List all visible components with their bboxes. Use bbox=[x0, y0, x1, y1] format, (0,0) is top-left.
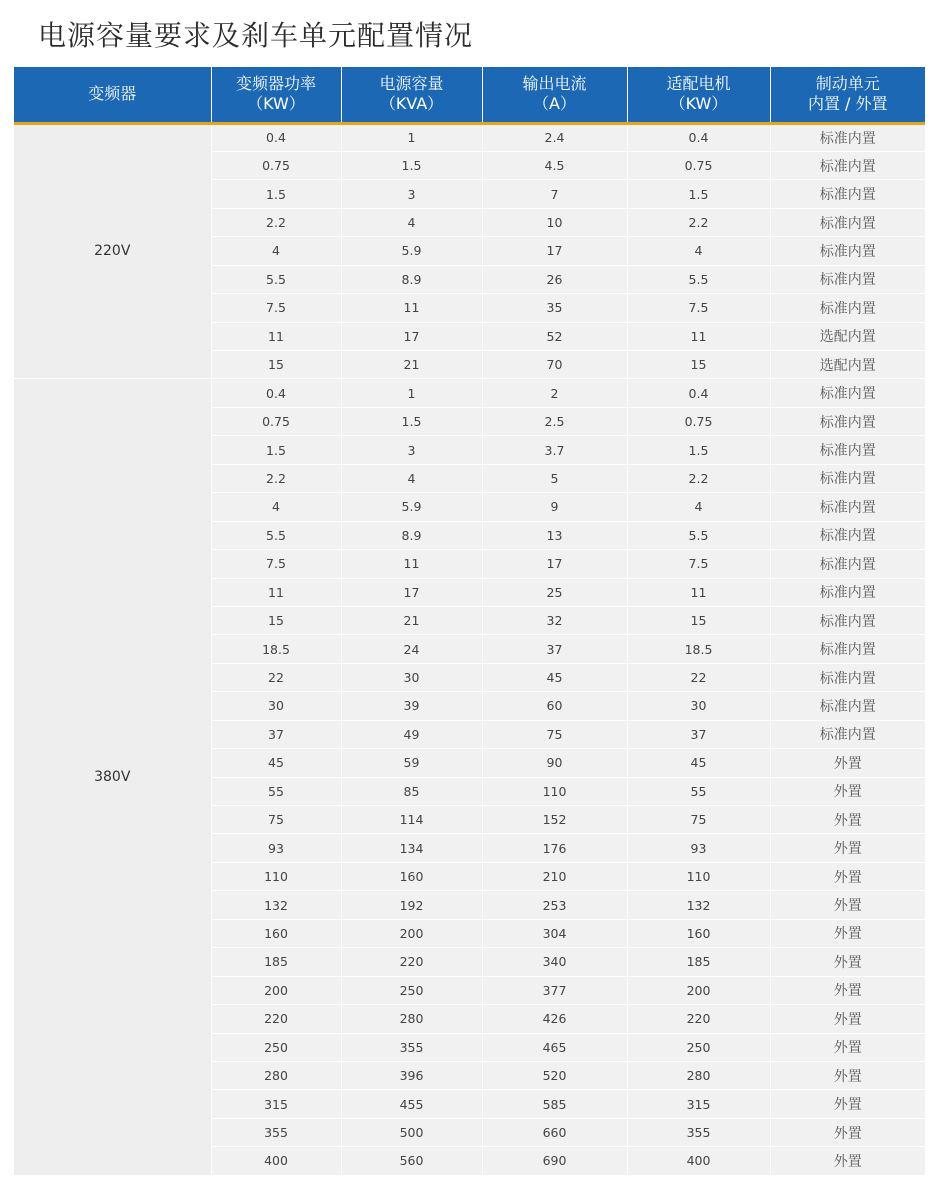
motor-power-cell: 4 bbox=[627, 493, 770, 521]
brake-config-cell: 标准内置 bbox=[770, 606, 925, 634]
motor-power-cell: 7.5 bbox=[627, 550, 770, 578]
output-current-cell: 585 bbox=[482, 1090, 627, 1118]
power-capacity-cell: 3 bbox=[341, 180, 482, 208]
motor-power-cell: 220 bbox=[627, 1005, 770, 1033]
header-inverter bbox=[14, 67, 211, 123]
table-row bbox=[14, 123, 925, 151]
output-current-cell: 90 bbox=[482, 749, 627, 777]
brake-config-cell: 标准内置 bbox=[770, 550, 925, 578]
brake-config-cell: 标准内置 bbox=[770, 493, 925, 521]
brake-config-cell: 外置 bbox=[770, 834, 925, 862]
output-current-cell: 37 bbox=[482, 635, 627, 663]
output-current-cell: 10 bbox=[482, 208, 627, 236]
motor-power-cell: 2.2 bbox=[627, 464, 770, 492]
header-output-current-label: 输出电流 bbox=[522, 74, 587, 94]
power-capacity-cell: 21 bbox=[341, 606, 482, 634]
motor-power-cell: 93 bbox=[627, 834, 770, 862]
header-power-capacity-label: 电源容量 bbox=[379, 74, 444, 94]
brake-config-cell: 标准内置 bbox=[770, 720, 925, 748]
motor-power-cell: 5.5 bbox=[627, 521, 770, 549]
motor-power-cell: 160 bbox=[627, 919, 770, 947]
output-current-cell: 60 bbox=[482, 692, 627, 720]
motor-power-cell: 1.5 bbox=[627, 180, 770, 208]
output-current-cell: 35 bbox=[482, 294, 627, 322]
power-capacity-cell: 250 bbox=[341, 976, 482, 1004]
power-capacity-cell: 4 bbox=[341, 208, 482, 236]
motor-power-cell: 280 bbox=[627, 1061, 770, 1089]
inverter-power-cell: 400 bbox=[211, 1147, 341, 1175]
page-title: 电源容量要求及刹车单元配置情况 bbox=[38, 19, 474, 52]
inverter-power-cell: 2.2 bbox=[211, 208, 341, 236]
output-current-cell: 5 bbox=[482, 464, 627, 492]
output-current-cell: 52 bbox=[482, 322, 627, 350]
output-current-cell: 304 bbox=[482, 919, 627, 947]
header-motor bbox=[627, 67, 770, 123]
brake-config-cell: 外置 bbox=[770, 1118, 925, 1146]
power-capacity-cell: 17 bbox=[341, 578, 482, 606]
power-capacity-cell: 396 bbox=[341, 1061, 482, 1089]
inverter-power-cell: 0.75 bbox=[211, 151, 341, 179]
header-power-capacity bbox=[341, 67, 482, 123]
table-body bbox=[14, 123, 925, 1175]
output-current-cell: 152 bbox=[482, 806, 627, 834]
brake-config-cell: 标准内置 bbox=[770, 436, 925, 464]
motor-power-cell: 18.5 bbox=[627, 635, 770, 663]
brake-config-cell: 标准内置 bbox=[770, 521, 925, 549]
power-capacity-cell: 1 bbox=[341, 379, 482, 407]
brake-config-cell: 标准内置 bbox=[770, 379, 925, 407]
brake-config-cell: 外置 bbox=[770, 976, 925, 1004]
power-capacity-cell: 11 bbox=[341, 294, 482, 322]
voltage-cell: 380V bbox=[14, 379, 211, 1175]
header-motor-unit: （KW） bbox=[669, 94, 728, 114]
output-current-cell: 520 bbox=[482, 1061, 627, 1089]
power-capacity-cell: 39 bbox=[341, 692, 482, 720]
output-current-cell: 13 bbox=[482, 521, 627, 549]
power-capacity-cell: 8.9 bbox=[341, 265, 482, 293]
motor-power-cell: 200 bbox=[627, 976, 770, 1004]
inverter-power-cell: 250 bbox=[211, 1033, 341, 1061]
motor-power-cell: 15 bbox=[627, 351, 770, 379]
brake-config-cell: 标准内置 bbox=[770, 663, 925, 691]
inverter-power-cell: 110 bbox=[211, 862, 341, 890]
inverter-power-cell: 5.5 bbox=[211, 521, 341, 549]
inverter-power-cell: 185 bbox=[211, 948, 341, 976]
power-capacity-cell: 355 bbox=[341, 1033, 482, 1061]
spec-table bbox=[14, 67, 925, 1176]
inverter-power-cell: 18.5 bbox=[211, 635, 341, 663]
motor-power-cell: 37 bbox=[627, 720, 770, 748]
brake-config-cell: 外置 bbox=[770, 777, 925, 805]
header-inverter-power-label: 变频器功率 bbox=[235, 74, 316, 94]
output-current-cell: 4.5 bbox=[482, 151, 627, 179]
motor-power-cell: 315 bbox=[627, 1090, 770, 1118]
inverter-power-cell: 0.4 bbox=[211, 123, 341, 151]
brake-config-cell: 外置 bbox=[770, 1061, 925, 1089]
header-brake-unit bbox=[770, 67, 925, 123]
inverter-power-cell: 55 bbox=[211, 777, 341, 805]
brake-config-cell: 标准内置 bbox=[770, 407, 925, 435]
motor-power-cell: 0.75 bbox=[627, 151, 770, 179]
inverter-power-cell: 5.5 bbox=[211, 265, 341, 293]
power-capacity-cell: 134 bbox=[341, 834, 482, 862]
power-capacity-cell: 280 bbox=[341, 1005, 482, 1033]
motor-power-cell: 1.5 bbox=[627, 436, 770, 464]
output-current-cell: 9 bbox=[482, 493, 627, 521]
motor-power-cell: 30 bbox=[627, 692, 770, 720]
header-brake-unit-sub: 内置 / 外置 bbox=[807, 94, 888, 114]
brake-config-cell: 标准内置 bbox=[770, 294, 925, 322]
motor-power-cell: 15 bbox=[627, 606, 770, 634]
brake-config-cell: 选配内置 bbox=[770, 351, 925, 379]
motor-power-cell: 11 bbox=[627, 322, 770, 350]
motor-power-cell: 400 bbox=[627, 1147, 770, 1175]
output-current-cell: 2.4 bbox=[482, 123, 627, 151]
output-current-cell: 17 bbox=[482, 550, 627, 578]
motor-power-cell: 5.5 bbox=[627, 265, 770, 293]
power-capacity-cell: 220 bbox=[341, 948, 482, 976]
motor-power-cell: 2.2 bbox=[627, 208, 770, 236]
inverter-power-cell: 4 bbox=[211, 237, 341, 265]
output-current-cell: 17 bbox=[482, 237, 627, 265]
power-capacity-cell: 85 bbox=[341, 777, 482, 805]
inverter-power-cell: 280 bbox=[211, 1061, 341, 1089]
brake-config-cell: 标准内置 bbox=[770, 265, 925, 293]
header-motor-label: 适配电机 bbox=[666, 74, 731, 94]
table-row bbox=[14, 379, 925, 407]
output-current-cell: 7 bbox=[482, 180, 627, 208]
header-inverter-power-unit: （KW） bbox=[247, 94, 305, 114]
output-current-cell: 2 bbox=[482, 379, 627, 407]
brake-config-cell: 外置 bbox=[770, 948, 925, 976]
output-current-cell: 2.5 bbox=[482, 407, 627, 435]
brake-config-cell: 选配内置 bbox=[770, 322, 925, 350]
motor-power-cell: 75 bbox=[627, 806, 770, 834]
motor-power-cell: 0.4 bbox=[627, 123, 770, 151]
motor-power-cell: 132 bbox=[627, 891, 770, 919]
inverter-power-cell: 11 bbox=[211, 578, 341, 606]
inverter-power-cell: 132 bbox=[211, 891, 341, 919]
brake-config-cell: 外置 bbox=[770, 1090, 925, 1118]
brake-config-cell: 标准内置 bbox=[770, 237, 925, 265]
inverter-power-cell: 30 bbox=[211, 692, 341, 720]
inverter-power-cell: 37 bbox=[211, 720, 341, 748]
output-current-cell: 176 bbox=[482, 834, 627, 862]
motor-power-cell: 250 bbox=[627, 1033, 770, 1061]
output-current-cell: 25 bbox=[482, 578, 627, 606]
brake-config-cell: 外置 bbox=[770, 1005, 925, 1033]
output-current-cell: 660 bbox=[482, 1118, 627, 1146]
output-current-cell: 377 bbox=[482, 976, 627, 1004]
voltage-cell: 220V bbox=[14, 123, 211, 379]
header-inverter-power bbox=[211, 67, 341, 123]
inverter-power-cell: 93 bbox=[211, 834, 341, 862]
brake-config-cell: 标准内置 bbox=[770, 464, 925, 492]
brake-config-cell: 标准内置 bbox=[770, 578, 925, 606]
brake-config-cell: 外置 bbox=[770, 806, 925, 834]
inverter-power-cell: 7.5 bbox=[211, 294, 341, 322]
power-capacity-cell: 49 bbox=[341, 720, 482, 748]
brake-config-cell: 外置 bbox=[770, 1147, 925, 1175]
brake-config-cell: 外置 bbox=[770, 1033, 925, 1061]
motor-power-cell: 7.5 bbox=[627, 294, 770, 322]
brake-config-cell: 外置 bbox=[770, 891, 925, 919]
inverter-power-cell: 315 bbox=[211, 1090, 341, 1118]
motor-power-cell: 110 bbox=[627, 862, 770, 890]
output-current-cell: 70 bbox=[482, 351, 627, 379]
output-current-cell: 340 bbox=[482, 948, 627, 976]
output-current-cell: 26 bbox=[482, 265, 627, 293]
motor-power-cell: 0.4 bbox=[627, 379, 770, 407]
brake-config-cell: 标准内置 bbox=[770, 123, 925, 151]
power-capacity-cell: 21 bbox=[341, 351, 482, 379]
power-capacity-cell: 3 bbox=[341, 436, 482, 464]
output-current-cell: 465 bbox=[482, 1033, 627, 1061]
inverter-power-cell: 0.75 bbox=[211, 407, 341, 435]
inverter-power-cell: 11 bbox=[211, 322, 341, 350]
power-capacity-cell: 1.5 bbox=[341, 407, 482, 435]
power-capacity-cell: 560 bbox=[341, 1147, 482, 1175]
output-current-cell: 690 bbox=[482, 1147, 627, 1175]
power-capacity-cell: 17 bbox=[341, 322, 482, 350]
motor-power-cell: 55 bbox=[627, 777, 770, 805]
inverter-power-cell: 200 bbox=[211, 976, 341, 1004]
power-capacity-cell: 59 bbox=[341, 749, 482, 777]
inverter-power-cell: 15 bbox=[211, 351, 341, 379]
power-capacity-cell: 5.9 bbox=[341, 237, 482, 265]
brake-config-cell: 标准内置 bbox=[770, 208, 925, 236]
motor-power-cell: 4 bbox=[627, 237, 770, 265]
inverter-power-cell: 45 bbox=[211, 749, 341, 777]
inverter-power-cell: 2.2 bbox=[211, 464, 341, 492]
inverter-power-cell: 7.5 bbox=[211, 550, 341, 578]
power-capacity-cell: 1.5 bbox=[341, 151, 482, 179]
power-capacity-cell: 192 bbox=[341, 891, 482, 919]
inverter-power-cell: 4 bbox=[211, 493, 341, 521]
inverter-power-cell: 22 bbox=[211, 663, 341, 691]
header-row bbox=[14, 67, 925, 123]
header-output-current-unit: （A） bbox=[533, 94, 576, 114]
brake-config-cell: 标准内置 bbox=[770, 151, 925, 179]
power-capacity-cell: 500 bbox=[341, 1118, 482, 1146]
inverter-power-cell: 1.5 bbox=[211, 436, 341, 464]
motor-power-cell: 0.75 bbox=[627, 407, 770, 435]
output-current-cell: 75 bbox=[482, 720, 627, 748]
output-current-cell: 253 bbox=[482, 891, 627, 919]
power-capacity-cell: 160 bbox=[341, 862, 482, 890]
inverter-power-cell: 15 bbox=[211, 606, 341, 634]
output-current-cell: 110 bbox=[482, 777, 627, 805]
brake-config-cell: 标准内置 bbox=[770, 635, 925, 663]
inverter-power-cell: 0.4 bbox=[211, 379, 341, 407]
inverter-power-cell: 160 bbox=[211, 919, 341, 947]
motor-power-cell: 45 bbox=[627, 749, 770, 777]
motor-power-cell: 185 bbox=[627, 948, 770, 976]
power-capacity-cell: 30 bbox=[341, 663, 482, 691]
power-capacity-cell: 5.9 bbox=[341, 493, 482, 521]
header-inverter-label: 变频器 bbox=[88, 84, 137, 104]
output-current-cell: 210 bbox=[482, 862, 627, 890]
power-capacity-cell: 200 bbox=[341, 919, 482, 947]
brake-config-cell: 标准内置 bbox=[770, 180, 925, 208]
power-capacity-cell: 24 bbox=[341, 635, 482, 663]
inverter-power-cell: 220 bbox=[211, 1005, 341, 1033]
output-current-cell: 3.7 bbox=[482, 436, 627, 464]
power-capacity-cell: 1 bbox=[341, 123, 482, 151]
brake-config-cell: 外置 bbox=[770, 749, 925, 777]
header-brake-unit-label: 制动单元 bbox=[815, 74, 880, 94]
motor-power-cell: 11 bbox=[627, 578, 770, 606]
header-power-capacity-unit: （KVA） bbox=[379, 94, 444, 114]
inverter-power-cell: 1.5 bbox=[211, 180, 341, 208]
brake-config-cell: 外置 bbox=[770, 919, 925, 947]
output-current-cell: 32 bbox=[482, 606, 627, 634]
header-output-current bbox=[482, 67, 627, 123]
power-capacity-cell: 114 bbox=[341, 806, 482, 834]
power-capacity-cell: 455 bbox=[341, 1090, 482, 1118]
motor-power-cell: 355 bbox=[627, 1118, 770, 1146]
brake-config-cell: 标准内置 bbox=[770, 692, 925, 720]
power-capacity-cell: 8.9 bbox=[341, 521, 482, 549]
inverter-power-cell: 355 bbox=[211, 1118, 341, 1146]
output-current-cell: 426 bbox=[482, 1005, 627, 1033]
power-capacity-cell: 11 bbox=[341, 550, 482, 578]
brake-config-cell: 外置 bbox=[770, 862, 925, 890]
power-capacity-cell: 4 bbox=[341, 464, 482, 492]
output-current-cell: 45 bbox=[482, 663, 627, 691]
inverter-power-cell: 75 bbox=[211, 806, 341, 834]
motor-power-cell: 22 bbox=[627, 663, 770, 691]
